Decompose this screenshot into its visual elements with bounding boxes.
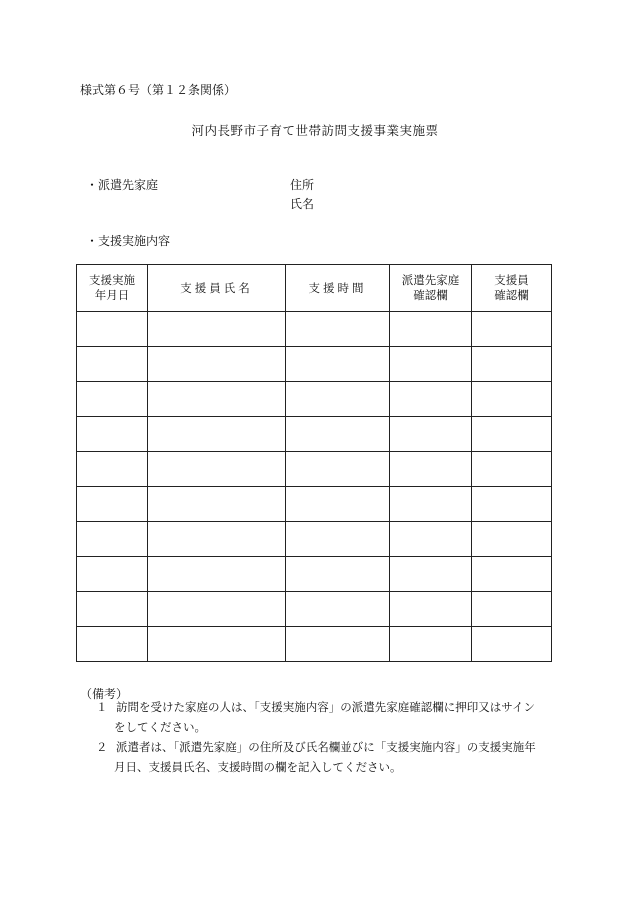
- address-label: 住所: [290, 178, 315, 192]
- support-time-cell[interactable]: [286, 452, 390, 487]
- supporter-confirmation-cell[interactable]: [472, 487, 552, 522]
- household-confirmation-cell[interactable]: [390, 312, 472, 347]
- header-support-date: 支援実施 年月日: [77, 265, 148, 312]
- household-confirmation-cell[interactable]: [390, 417, 472, 452]
- supporter-name-cell[interactable]: [148, 487, 286, 522]
- document-title: 河内長野市子育て世帯訪問支援事業実施票: [191, 123, 439, 138]
- header-supporter-confirmation: 支援員 確認欄: [472, 265, 552, 312]
- supporter-confirmation-cell[interactable]: [472, 347, 552, 382]
- support-time-cell[interactable]: [286, 347, 390, 382]
- header-supporter-name: 支援員氏名: [148, 265, 286, 312]
- note-text: 訪問を受けた家庭の人は、「支援実施内容」の派遣先家庭確認欄に押印又はサイン: [116, 700, 535, 714]
- note-text-continued: をしてください。: [114, 720, 206, 734]
- note-text-continued: 月日、支援員氏名、支援時間の欄を記入してください。: [114, 760, 402, 774]
- household-confirmation-cell[interactable]: [390, 592, 472, 627]
- support-date-cell[interactable]: [77, 557, 148, 592]
- support-date-cell[interactable]: [77, 592, 148, 627]
- household-confirmation-cell[interactable]: [390, 487, 472, 522]
- supporter-name-cell[interactable]: [148, 592, 286, 627]
- header-household-confirmation: 派遣先家庭 確認欄: [390, 265, 472, 312]
- note-item: [96, 737, 556, 777]
- header-support-time: 支援時間: [286, 265, 390, 312]
- supporter-name-cell[interactable]: [148, 382, 286, 417]
- support-time-cell[interactable]: [286, 417, 390, 452]
- household-confirmation-cell[interactable]: [390, 627, 472, 662]
- table-row: [77, 592, 552, 627]
- household-confirmation-cell[interactable]: [390, 347, 472, 382]
- support-date-cell[interactable]: [77, 417, 148, 452]
- table-row: [77, 347, 552, 382]
- table-row: [77, 627, 552, 662]
- table-row: [77, 522, 552, 557]
- household-confirmation-cell[interactable]: [390, 382, 472, 417]
- household-label: ・派遣先家庭: [86, 178, 159, 192]
- notes-heading: （備考）: [80, 687, 129, 701]
- supporter-confirmation-cell[interactable]: [472, 382, 552, 417]
- support-date-cell[interactable]: [77, 487, 148, 522]
- supporter-name-cell[interactable]: [148, 522, 286, 557]
- support-time-cell[interactable]: [286, 557, 390, 592]
- household-confirmation-cell[interactable]: [390, 522, 472, 557]
- support-log-table: [76, 264, 552, 662]
- supporter-name-cell[interactable]: [148, 557, 286, 592]
- support-date-cell[interactable]: [77, 627, 148, 662]
- name-label: 氏名: [290, 197, 315, 211]
- support-section-label: ・支援実施内容: [86, 234, 171, 248]
- support-time-cell[interactable]: [286, 382, 390, 417]
- supporter-confirmation-cell[interactable]: [472, 557, 552, 592]
- supporter-name-cell[interactable]: [148, 417, 286, 452]
- support-time-cell[interactable]: [286, 487, 390, 522]
- table-row: [77, 417, 552, 452]
- support-date-cell[interactable]: [77, 312, 148, 347]
- supporter-name-cell[interactable]: [148, 627, 286, 662]
- support-date-cell[interactable]: [77, 452, 148, 487]
- table-row: [77, 487, 552, 522]
- form-number: 様式第６号（第１２条関係）: [80, 83, 237, 97]
- table-header-row: [77, 265, 552, 312]
- table-row: [77, 452, 552, 487]
- support-time-cell[interactable]: [286, 592, 390, 627]
- note-number: ２: [96, 740, 108, 754]
- supporter-confirmation-cell[interactable]: [472, 417, 552, 452]
- supporter-name-cell[interactable]: [148, 312, 286, 347]
- table-row: [77, 312, 552, 347]
- support-time-cell[interactable]: [286, 522, 390, 557]
- support-date-cell[interactable]: [77, 522, 148, 557]
- household-confirmation-cell[interactable]: [390, 452, 472, 487]
- support-time-cell[interactable]: [286, 312, 390, 347]
- supporter-confirmation-cell[interactable]: [472, 522, 552, 557]
- support-date-cell[interactable]: [77, 347, 148, 382]
- supporter-confirmation-cell[interactable]: [472, 627, 552, 662]
- supporter-confirmation-cell[interactable]: [472, 592, 552, 627]
- supporter-name-cell[interactable]: [148, 347, 286, 382]
- household-confirmation-cell[interactable]: [390, 557, 472, 592]
- note-number: １: [96, 700, 108, 714]
- supporter-confirmation-cell[interactable]: [472, 452, 552, 487]
- support-date-cell[interactable]: [77, 382, 148, 417]
- note-text: 派遣者は、「派遣先家庭」の住所及び氏名欄並びに「支援実施内容」の支援実施年: [116, 740, 536, 754]
- note-item: [96, 697, 556, 737]
- table-row: [77, 557, 552, 592]
- supporter-confirmation-cell[interactable]: [472, 312, 552, 347]
- support-time-cell[interactable]: [286, 627, 390, 662]
- table-row: [77, 382, 552, 417]
- supporter-name-cell[interactable]: [148, 452, 286, 487]
